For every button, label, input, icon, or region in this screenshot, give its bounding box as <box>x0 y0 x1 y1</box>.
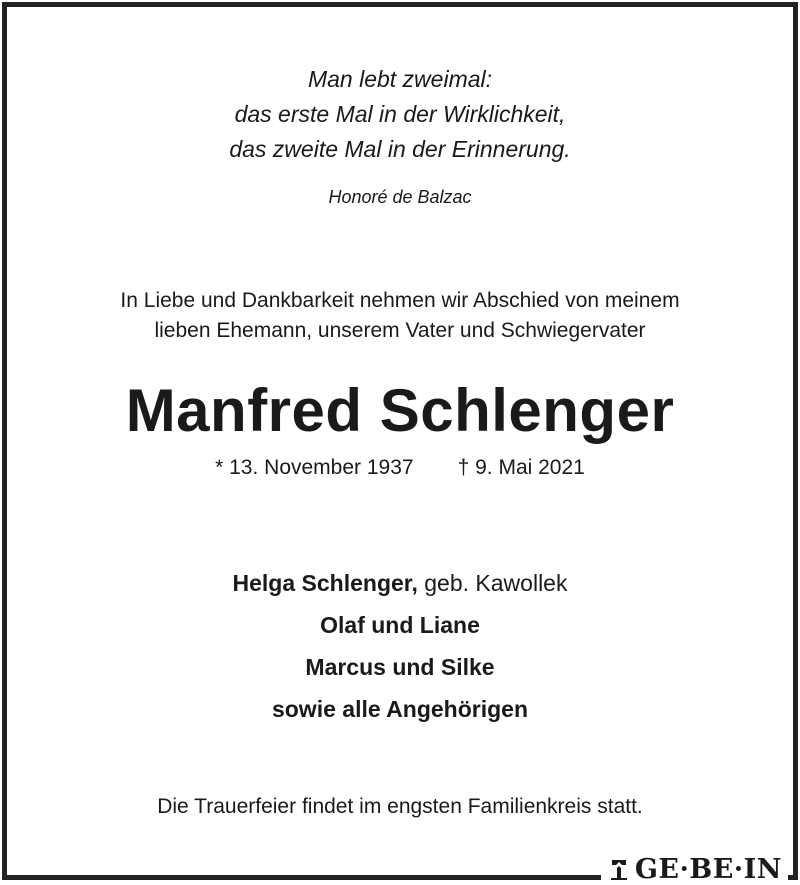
quote-author: Honoré de Balzac <box>328 187 472 207</box>
mourner-line-2 <box>0 604 800 646</box>
mourner-line-2-text: Olaf und Liane <box>320 612 480 638</box>
spouse-maiden-name: geb. Kawollek <box>417 570 568 596</box>
gebein-logo-icon <box>609 857 629 881</box>
intro-text <box>0 286 800 346</box>
funeral-notice: Die Trauerfeier findet im engsten Familienkreis statt. <box>157 795 643 818</box>
deceased-name: Manfred Schlenger <box>125 377 675 444</box>
mourner-line-4-text: sowie alle Angehörigen <box>271 696 529 722</box>
mourners-list <box>0 562 800 730</box>
quote-line-3: das zweite Mal in der Erinnerung. <box>229 136 571 162</box>
quote <box>0 62 800 167</box>
quote-line-2: das erste Mal in der Wirklichkeit, <box>234 101 566 127</box>
life-dates <box>0 456 800 480</box>
death-date: † 9. Mai 2021 <box>457 456 585 479</box>
mourner-spouse <box>0 562 800 604</box>
intro-line-1: In Liebe und Dankbarkeit nehmen wir Abschied von meinem <box>120 289 680 312</box>
mourner-line-4 <box>0 688 800 730</box>
intro-line-2: lieben Ehemann, unserem Vater und Schwiegervater <box>154 319 646 342</box>
quote-line-1: Man lebt zweimal: <box>307 66 493 92</box>
gebein-logo-text: GE·BE·IN <box>634 853 782 885</box>
birth-date: * 13. November 1937 <box>215 456 414 479</box>
spouse-name: Helga Schlenger, <box>232 570 418 596</box>
mourner-line-3-text: Marcus und Silke <box>305 654 495 680</box>
mourner-line-3 <box>0 646 800 688</box>
gebein-logo <box>601 854 788 884</box>
